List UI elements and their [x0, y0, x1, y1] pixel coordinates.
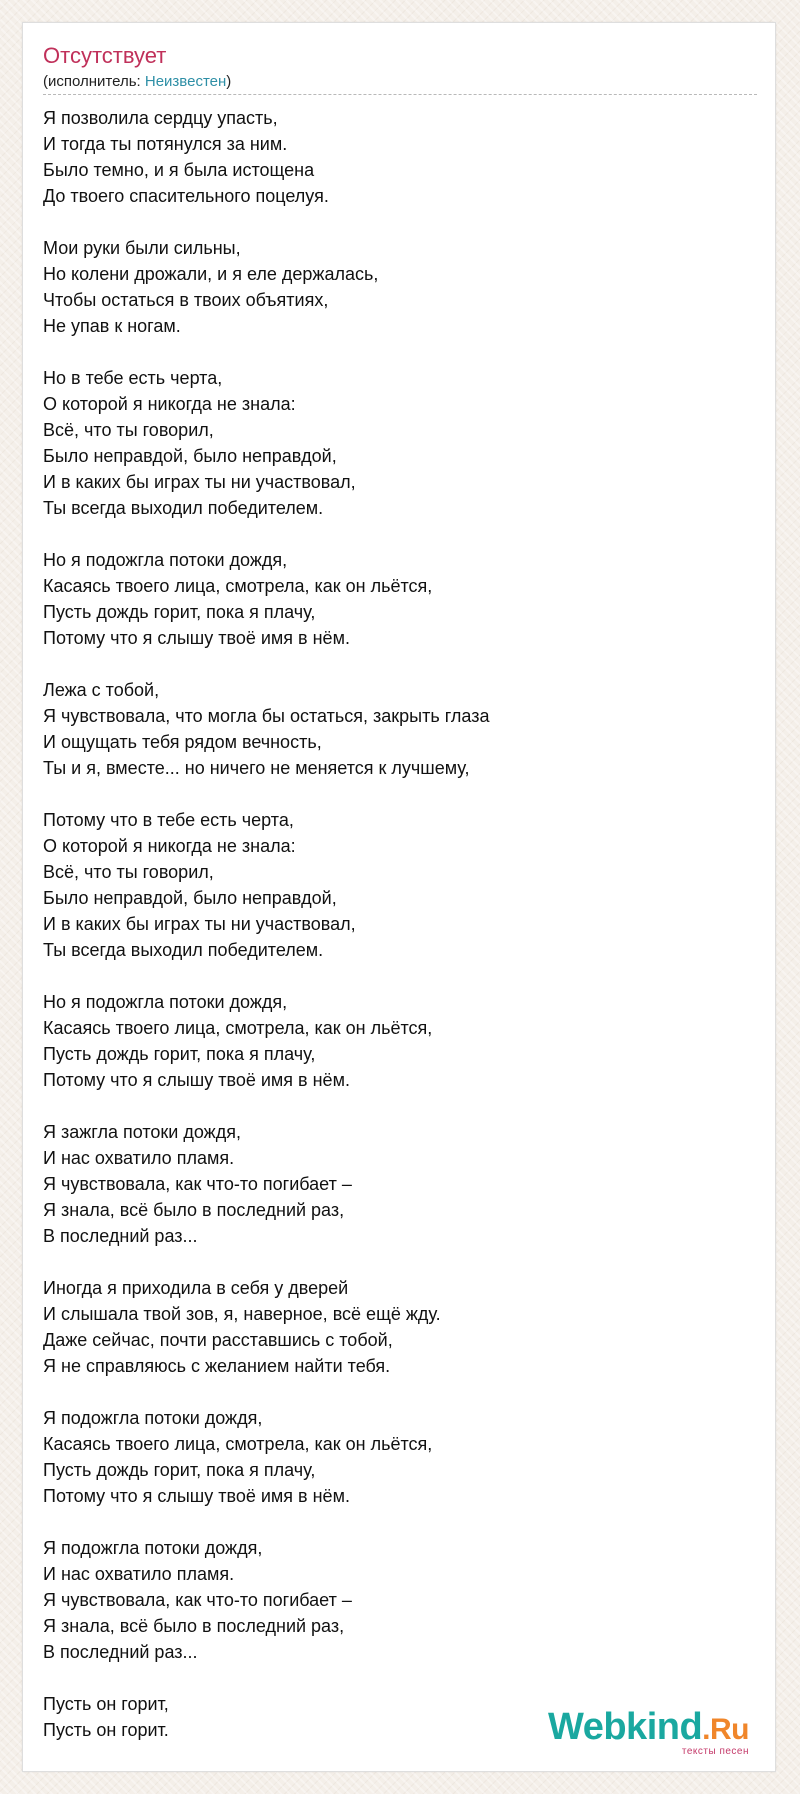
lyrics-line: Ты и я, вместе... но ничего не меняется к лучшему, [43, 758, 470, 778]
lyrics-line: Я подожгла потоки дождя, [43, 1538, 263, 1558]
lyrics-line: Я чувствовала, как что-то погибает – [43, 1590, 352, 1610]
lyrics-line: Потому что я слышу твоё имя в нём. [43, 628, 350, 648]
artist-link[interactable]: Неизвестен [144, 73, 227, 90]
lyrics-line: Ты всегда выходил победителем. [43, 498, 324, 518]
lyrics-line: Я не справляюсь с желанием найти тебя. [43, 1356, 391, 1376]
lyrics-line: Но я подожгла потоки дождя, [43, 992, 288, 1012]
lyrics-line: Я знала, всё было в последний раз, [43, 1200, 345, 1220]
lyrics-line: До твоего спасительного поцелуя. [43, 186, 329, 206]
lyrics-line: Пусть дождь горит, пока я плачу, [43, 1460, 316, 1480]
lyrics-body [43, 105, 743, 1769]
song-title: Отсутствует [43, 43, 167, 68]
lyrics-line: Пусть дождь горит, пока я плачу, [43, 1044, 316, 1064]
lyrics-line: Касаясь твоего лица, смотрела, как он льётся, [43, 576, 433, 596]
lyrics-line: Я чувствовала, как что-то погибает – [43, 1174, 352, 1194]
lyrics-line: Не упав к ногам. [43, 316, 181, 336]
lyrics-line: Было неправдой, было неправдой, [43, 446, 337, 466]
lyrics-line: Потому что я слышу твоё имя в нём. [43, 1070, 350, 1090]
lyrics-stanza [43, 1535, 743, 1665]
lyrics-stanza [43, 1405, 743, 1509]
lyrics-line: В последний раз... [43, 1226, 198, 1246]
lyrics-stanza [43, 807, 743, 963]
lyrics-line: Пусть он горит. [43, 1720, 169, 1740]
lyrics-line: Всё, что ты говорил, [43, 420, 214, 440]
lyrics-line: Я чувствовала, что могла бы остаться, закрыть глаза [43, 706, 490, 726]
artist-line [43, 73, 231, 91]
lyrics-line: Было темно, и я была истощена [43, 160, 315, 180]
lyrics-line: И нас охватило пламя. [43, 1148, 235, 1168]
lyrics-line: Касаясь твоего лица, смотрела, как он льётся, [43, 1434, 433, 1454]
lyrics-stanza [43, 1275, 743, 1379]
lyrics-line: Потому что я слышу твоё имя в нём. [43, 1486, 350, 1506]
logo-tagline: тексты песен [681, 1746, 749, 1757]
lyrics-line: Касаясь твоего лица, смотрела, как он льётся, [43, 1018, 433, 1038]
lyrics-line: Лежа с тобой, [43, 680, 160, 700]
lyrics-line: Но я подожгла потоки дождя, [43, 550, 288, 570]
header-divider [43, 94, 757, 95]
lyrics-stanza [43, 235, 743, 339]
lyrics-line: Но колени дрожали, и я еле держалась, [43, 264, 379, 284]
lyrics-line: Потому что в тебе есть черта, [43, 810, 294, 830]
lyrics-line: И нас охватило пламя. [43, 1564, 235, 1584]
lyrics-line: Иногда я приходила в себя у дверей [43, 1278, 349, 1298]
lyrics-card [22, 22, 776, 1772]
logo-wordmark [548, 1708, 749, 1749]
lyrics-line: И слышала твой зов, я, наверное, всё ещё жду. [43, 1304, 441, 1324]
lyrics-line: Я зажгла потоки дождя, [43, 1122, 241, 1142]
lyrics-stanza [43, 365, 743, 521]
lyrics-stanza [43, 677, 743, 781]
lyrics-line: Пусть дождь горит, пока я плачу, [43, 602, 316, 622]
lyrics-stanza [43, 105, 743, 209]
lyrics-line: О которой я никогда не знала: [43, 836, 296, 856]
lyrics-stanza [43, 1119, 743, 1249]
lyrics-line: Пусть он горит, [43, 1694, 169, 1714]
logo-tld: .Ru [702, 1713, 749, 1746]
site-logo[interactable] [548, 1708, 749, 1757]
artist-suffix: ) [226, 73, 232, 90]
lyrics-line: Мои руки были сильны, [43, 238, 241, 258]
lyrics-line: О которой я никогда не знала: [43, 394, 296, 414]
lyrics-line: Всё, что ты говорил, [43, 862, 214, 882]
lyrics-stanza [43, 547, 743, 651]
lyrics-line: Даже сейчас, почти расставшись с тобой, [43, 1330, 393, 1350]
lyrics-line: И ощущать тебя рядом вечность, [43, 732, 322, 752]
lyrics-line: Чтобы остаться в твоих объятиях, [43, 290, 329, 310]
artist-prefix: (исполнитель: [43, 73, 145, 90]
lyrics-line: И в каких бы играх ты ни участвовал, [43, 914, 356, 934]
lyrics-line: И тогда ты потянулся за ним. [43, 134, 288, 154]
lyrics-line: Ты всегда выходил победителем. [43, 940, 324, 960]
lyrics-stanza [43, 989, 743, 1093]
lyrics-line: Я знала, всё было в последний раз, [43, 1616, 345, 1636]
lyrics-line: В последний раз... [43, 1642, 198, 1662]
lyrics-line: Было неправдой, было неправдой, [43, 888, 337, 908]
lyrics-line: Я подожгла потоки дождя, [43, 1408, 263, 1428]
logo-name: Webkind [548, 1706, 703, 1748]
lyrics-line: Я позволила сердцу упасть, [43, 108, 278, 128]
lyrics-line: И в каких бы играх ты ни участвовал, [43, 472, 356, 492]
lyrics-line: Но в тебе есть черта, [43, 368, 223, 388]
